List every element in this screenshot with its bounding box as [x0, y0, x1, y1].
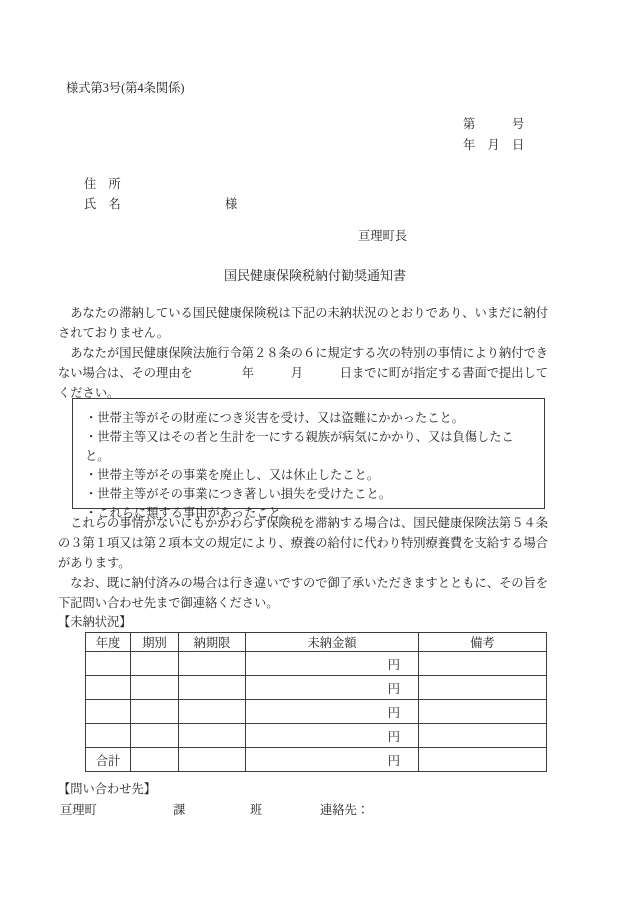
- unpaid-status-heading: 【未納状況】: [58, 615, 132, 629]
- due-date-cell: [179, 724, 246, 748]
- paragraph-special-medical-expense: これらの事情がないにもかかわらず保険税を滞納する場合は、国民健康保険法第５４条の３第１項又は第２項本文の規定により、療養の給付に代わり特別療養費を支給する場合があります。: [58, 516, 548, 570]
- period-cell: [131, 676, 179, 700]
- team-label: 班: [250, 803, 263, 817]
- header-due-date: 納期限: [179, 633, 246, 652]
- form-number: 様式第3号(第4条関係): [66, 81, 185, 95]
- header-unpaid-amount: 未納金額: [246, 633, 419, 652]
- header-period: 期別: [131, 633, 179, 652]
- amount-cell: 円: [246, 724, 419, 748]
- sender-title: 亘理町長: [358, 229, 407, 243]
- amount-cell: 円: [246, 700, 419, 724]
- total-label-cell: 合計: [86, 748, 131, 772]
- due-date-cell: [179, 676, 246, 700]
- period-cell: [131, 700, 179, 724]
- address-label: 住 所: [84, 177, 121, 191]
- town-name: 亘理町: [60, 803, 97, 817]
- year-cell: [86, 700, 131, 724]
- name-label: 氏 名: [84, 197, 121, 211]
- special-reasons-box: [72, 398, 545, 520]
- name-line: [84, 194, 384, 212]
- contact-line: [0, 800, 630, 820]
- period-cell: [131, 748, 179, 772]
- remarks-cell: [419, 676, 547, 700]
- paragraph-arrears-notice: あなたの滞納している国民健康保険税は下記の未納状況のとおりであり、いまだに納付されておりません。: [58, 306, 548, 340]
- period-cell: [131, 652, 179, 676]
- honorific-label: 様: [225, 197, 238, 211]
- amount-cell: 円: [246, 676, 419, 700]
- table-row: [86, 676, 547, 700]
- reason-item: ・世帯主等がその財産につき災害を受け、又は盗難にかかったこと。: [85, 411, 465, 425]
- year-cell: [86, 676, 131, 700]
- paragraph-special-circumstances: あなたが国民健康保険法施行令第２８条の６に規定する次の特別の事情により納付できない場合は、その理由を 年 月 日までに町が指定する書面で提出してください。: [58, 346, 548, 400]
- section-label: 課: [173, 803, 186, 817]
- header-year: 年度: [86, 633, 131, 652]
- reason-item: ・世帯主等がその事業につき著しい損失を受けたこと。: [85, 487, 392, 501]
- contact-heading: 【問い合わせ先】: [58, 782, 156, 796]
- header-remarks: 備考: [419, 633, 547, 652]
- year-cell: [86, 652, 131, 676]
- remarks-cell: [419, 700, 547, 724]
- period-cell: [131, 724, 179, 748]
- reason-item: ・世帯主等がその事業を廃止し、又は休止したこと。: [85, 468, 379, 482]
- contact-label: 連絡先：: [320, 803, 369, 817]
- due-date-cell: [179, 700, 246, 724]
- due-date-cell: [179, 748, 246, 772]
- table-row: [86, 724, 547, 748]
- reason-item: ・世帯主等又はその者と生計を一にする親族が病気にかかり、又は負傷したこと。: [85, 430, 514, 463]
- document-date-line: 年 月 日: [463, 138, 525, 152]
- remarks-cell: [419, 724, 547, 748]
- document-number-line: 第 号: [463, 117, 525, 131]
- due-date-cell: [179, 652, 246, 676]
- table-header-row: [86, 633, 547, 652]
- remarks-cell: [419, 748, 547, 772]
- table-row: [86, 652, 547, 676]
- table-row: [86, 700, 547, 724]
- amount-cell: 円: [246, 652, 419, 676]
- paragraph-already-paid-note: なお、既に納付済みの場合は行き違いですので御了承いただきますとともに、その旨を下記問い合わせ先まで御連絡ください。: [58, 576, 548, 610]
- total-amount-cell: 円: [246, 748, 419, 772]
- table-total-row: [86, 748, 547, 772]
- remarks-cell: [419, 652, 547, 676]
- reason-item: ・これらに類する事由があったこと。: [85, 506, 294, 520]
- unpaid-status-table: [85, 632, 547, 772]
- document-title: 国民健康保険税納付勧奨通知書: [223, 268, 406, 283]
- year-cell: [86, 724, 131, 748]
